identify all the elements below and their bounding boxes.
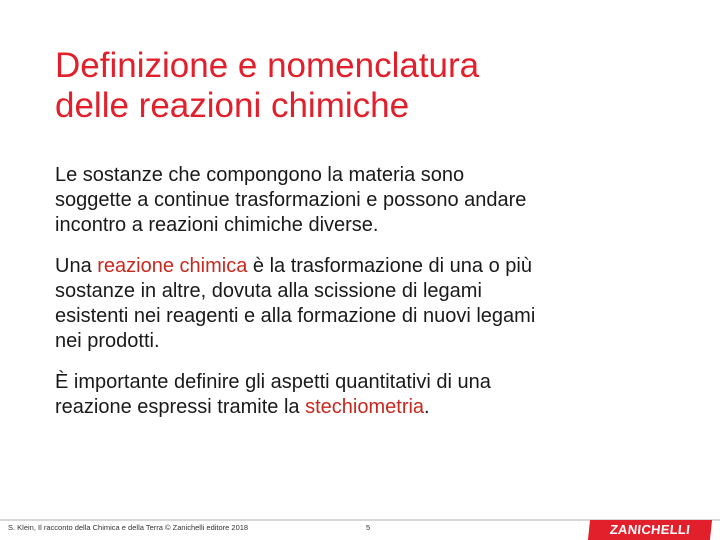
text-line: incontro a reazioni chimiche diverse.	[55, 214, 379, 236]
text-line: esistenti nei reagenti e alla formazione di nuovi legami	[55, 305, 536, 327]
slide-title-line-1: Definizione e nomenclatura	[55, 46, 480, 85]
text-line: sostanze in altre, dovuta alla scissione di legami	[55, 280, 482, 302]
text-fragment: Una	[55, 255, 98, 277]
term-stechiometria: stechiometria	[305, 396, 425, 418]
text-line	[55, 395, 665, 420]
text-line	[55, 254, 665, 279]
text-fragment: .	[424, 396, 430, 418]
paragraph-definizione	[55, 254, 665, 354]
paragraph-stechiometria	[55, 370, 665, 420]
term-reazione-chimica: reazione chimica	[97, 255, 248, 277]
text-line: Le sostanze che compongono la materia sono	[55, 164, 465, 186]
slide-body	[55, 163, 665, 436]
text-fragment: è la trasformazione di una o più	[247, 255, 532, 277]
zanichelli-logo: ZANICHELLI	[588, 520, 712, 540]
slide-title	[55, 46, 675, 126]
page-number: 5	[366, 523, 371, 532]
paragraph-materia	[55, 163, 665, 238]
footer-credit: S. Klein, Il racconto della Chimica e della Terra © Zanichelli editore 2018	[8, 523, 249, 532]
slide-title-line-2: delle reazioni chimiche	[55, 86, 410, 125]
text-line: nei prodotti.	[55, 330, 160, 352]
text-line: È importante definire gli aspetti quantitativi di una	[55, 371, 491, 393]
text-fragment: reazione espressi tramite la	[55, 396, 306, 418]
text-line: soggette a continue trasformazioni e possono andare	[55, 189, 527, 211]
